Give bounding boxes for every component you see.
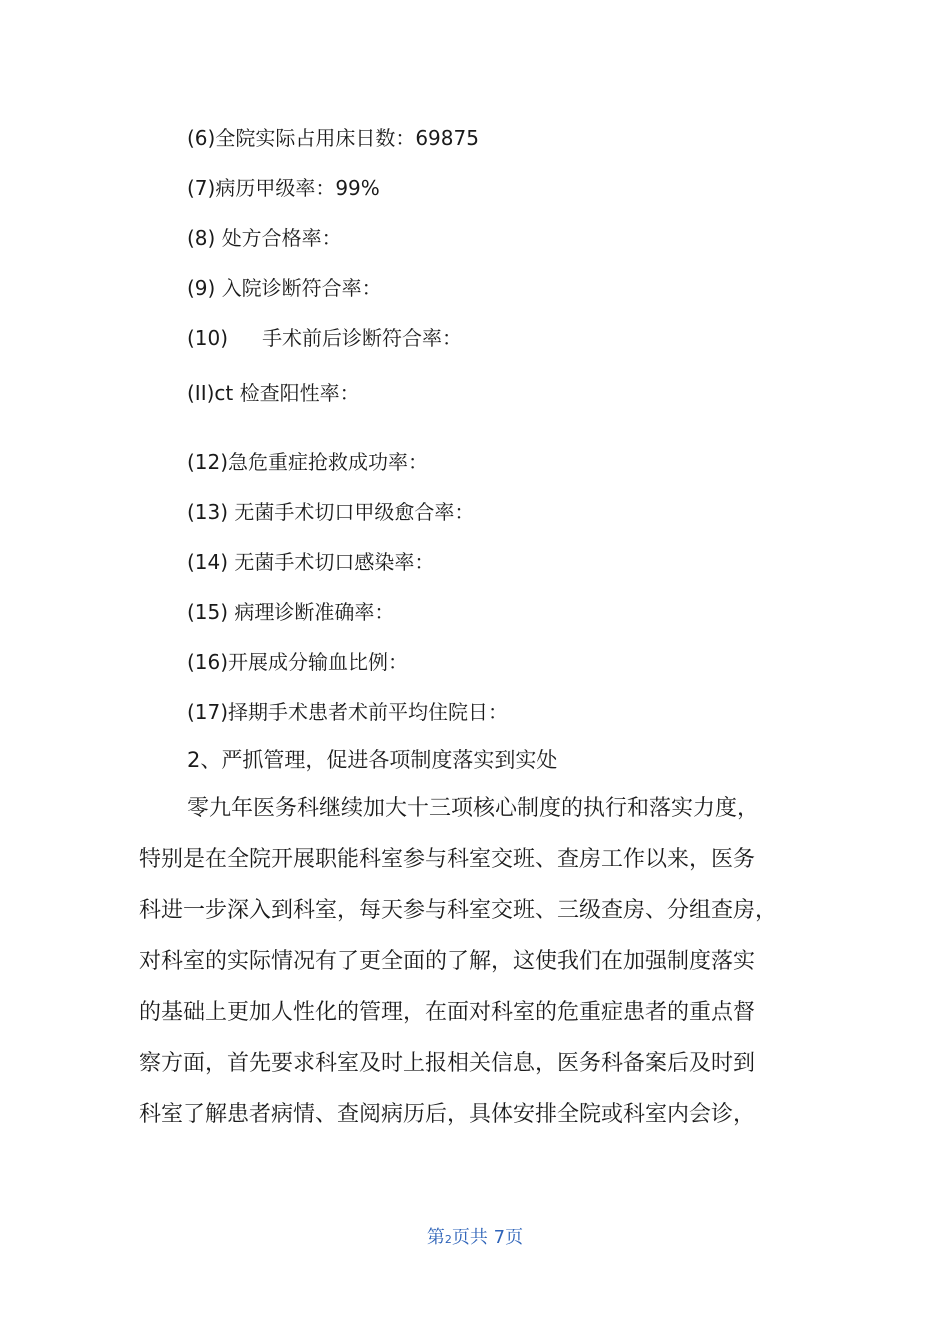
item-text: (6)全院实际占用床日数：69875 <box>187 126 479 150</box>
list-item <box>187 448 428 476</box>
item-text: (16)开展成分输血比例： <box>187 650 409 674</box>
item-text: (12)急危重症抢救成功率： <box>187 450 429 474</box>
paragraph-line: 察方面，首先要求科室及时上报相关信息，医务科备案后及时到 <box>139 1051 756 1076</box>
item-text: (7)病历甲级率：99% <box>187 176 380 200</box>
list-item <box>187 124 479 152</box>
item-text: (9) 入院诊断符合率： <box>187 276 382 300</box>
page-footer <box>0 1226 950 1252</box>
list-item <box>187 698 508 726</box>
list-item <box>187 224 342 252</box>
item-text: (II)ct 检查阳性率： <box>187 381 360 405</box>
paragraph-line: 科进一步深入到科室，每天参与科室交班、三级查房、分组查房， <box>139 898 778 923</box>
list-item <box>187 174 380 202</box>
footer-suffix: 页 <box>505 1227 524 1248</box>
paragraph-line: 科室了解患者病情、查阅病历后，具体安排全院或科室内会诊， <box>139 1102 756 1127</box>
footer-prefix: 第 <box>426 1227 445 1248</box>
paragraph-line: 特别是在全院开展职能科室参与科室交班、查房工作以来，医务 <box>139 847 756 872</box>
footer-middle: 页共 <box>451 1227 488 1248</box>
list-item <box>187 598 394 626</box>
paragraph-line: 对科室的实际情况有了更全面的了解，这使我们在加强制度落实 <box>139 949 756 974</box>
paragraph-line: 的基础上更加人性化的管理，在面对科室的危重症患者的重点督 <box>139 1000 756 1025</box>
item-text: (17)择期手术患者术前平均住院日： <box>187 700 509 724</box>
list-item <box>187 379 360 407</box>
list-item <box>187 498 474 526</box>
footer-total-pages: 7 <box>493 1227 506 1248</box>
list-item <box>187 548 434 576</box>
list-item <box>187 324 462 352</box>
footer-current-page: 2 <box>444 1233 452 1246</box>
item-text: (8) 处方合格率： <box>187 226 342 250</box>
section-heading: 2、严抓管理，促进各项制度落实到实处 <box>187 748 558 772</box>
list-item <box>187 648 408 676</box>
paragraph-line: 零九年医务科继续加大十三项核心制度的执行和落实力度， <box>187 796 760 821</box>
item-text: 手术前后诊断符合率： <box>262 326 463 350</box>
item-text: (15) 病理诊断准确率： <box>187 600 395 624</box>
item-text: (14) 无菌手术切口感染率： <box>187 550 435 574</box>
item-text: (13) 无菌手术切口甲级愈合率： <box>187 500 475 524</box>
item-number: (10) <box>187 326 229 350</box>
list-item <box>187 274 382 302</box>
